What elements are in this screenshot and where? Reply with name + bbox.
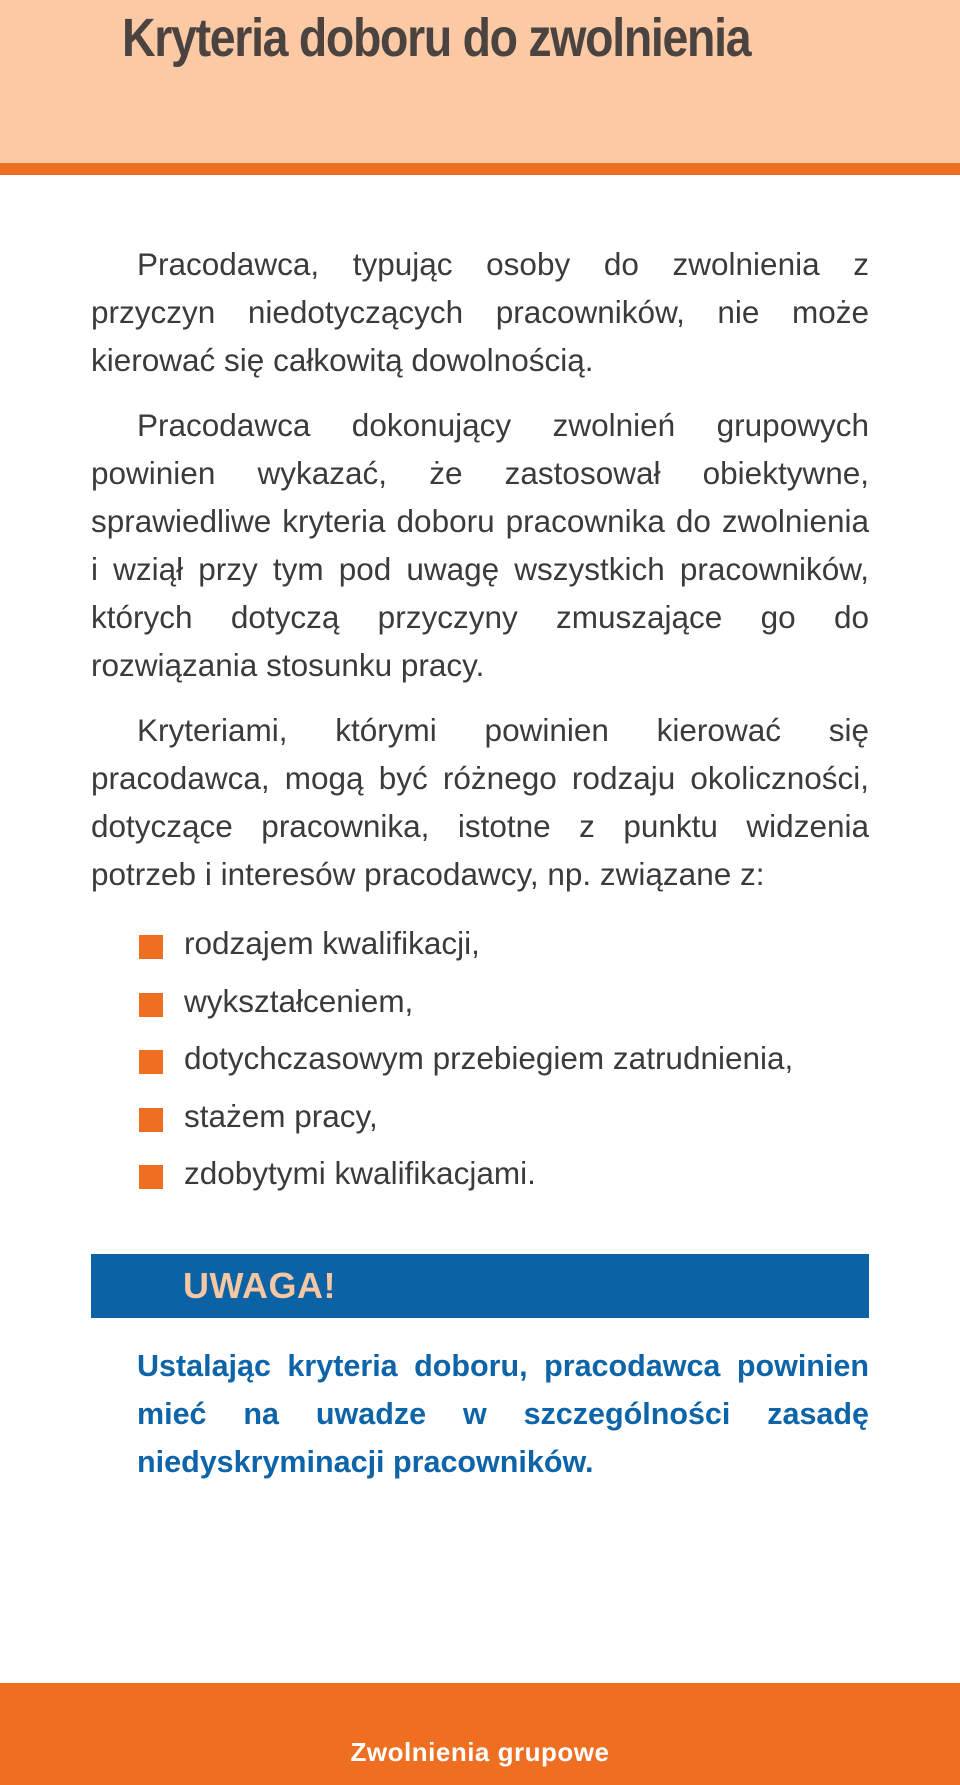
- header-divider: [0, 163, 960, 175]
- list-item: [139, 1030, 869, 1088]
- square-bullet-icon: [139, 993, 163, 1017]
- square-bullet-icon: [139, 1050, 163, 1074]
- square-bullet-icon: [139, 1108, 163, 1132]
- list-item-text: wykształceniem,: [184, 982, 414, 1019]
- list-item: [139, 973, 869, 1031]
- square-bullet-icon: [139, 935, 163, 959]
- paragraph-criteria-examples: Kryteriami, którymi powinien kierować się pracodawca, mogą być różnego rodzaju okoliczności, dotyczące pracownika, istotne z punktu widzenia potrzeb i interesów pracodawcy, np. związane z:: [91, 712, 869, 892]
- footer-title: Zwolnienia grupowe: [350, 1737, 610, 1767]
- page-header: [0, 0, 960, 163]
- square-bullet-icon: [139, 1165, 163, 1189]
- list-item-text: stażem pracy,: [184, 1097, 378, 1134]
- criteria-list: [91, 915, 869, 1203]
- note-text: Ustalając kryteria doboru, pracodawca powinien mieć na uwadze w szczególności zasadę niedyskryminacji pracowników.: [137, 1349, 869, 1479]
- list-item-text: rodzajem kwalifikacji,: [184, 925, 480, 961]
- note-banner: [91, 1254, 869, 1318]
- list-item-text: dotychczasowym przebiegiem zatrudnienia,: [184, 1040, 794, 1076]
- page-title: Kryteria doboru do zwolnienia: [122, 8, 751, 68]
- page-footer: [0, 1683, 960, 1785]
- list-item: [139, 1145, 869, 1203]
- note-title: UWAGA!: [183, 1265, 336, 1306]
- list-item: [139, 1088, 869, 1146]
- paragraph-criteria-requirement: Pracodawca dokonujący zwolnień grupowych powinien wykazać, że zastosował obiektywne, sprawiedliwe kryteria doboru pracownika do zwolnienia i wziął przy tym pod uwagę wszystkich pracowników, których dotyczą przyczyny zmuszające go do rozwiązania stosunku pracy.: [91, 407, 869, 683]
- main-content: [91, 240, 869, 1203]
- paragraph-intro: Pracodawca, typując osoby do zwolnienia z przyczyn niedotyczących pracowników, nie może kierować się całkowitą dowolnością.: [91, 246, 869, 378]
- list-item: [139, 915, 869, 973]
- list-item-text: zdobytymi kwalifikacjami.: [184, 1155, 536, 1191]
